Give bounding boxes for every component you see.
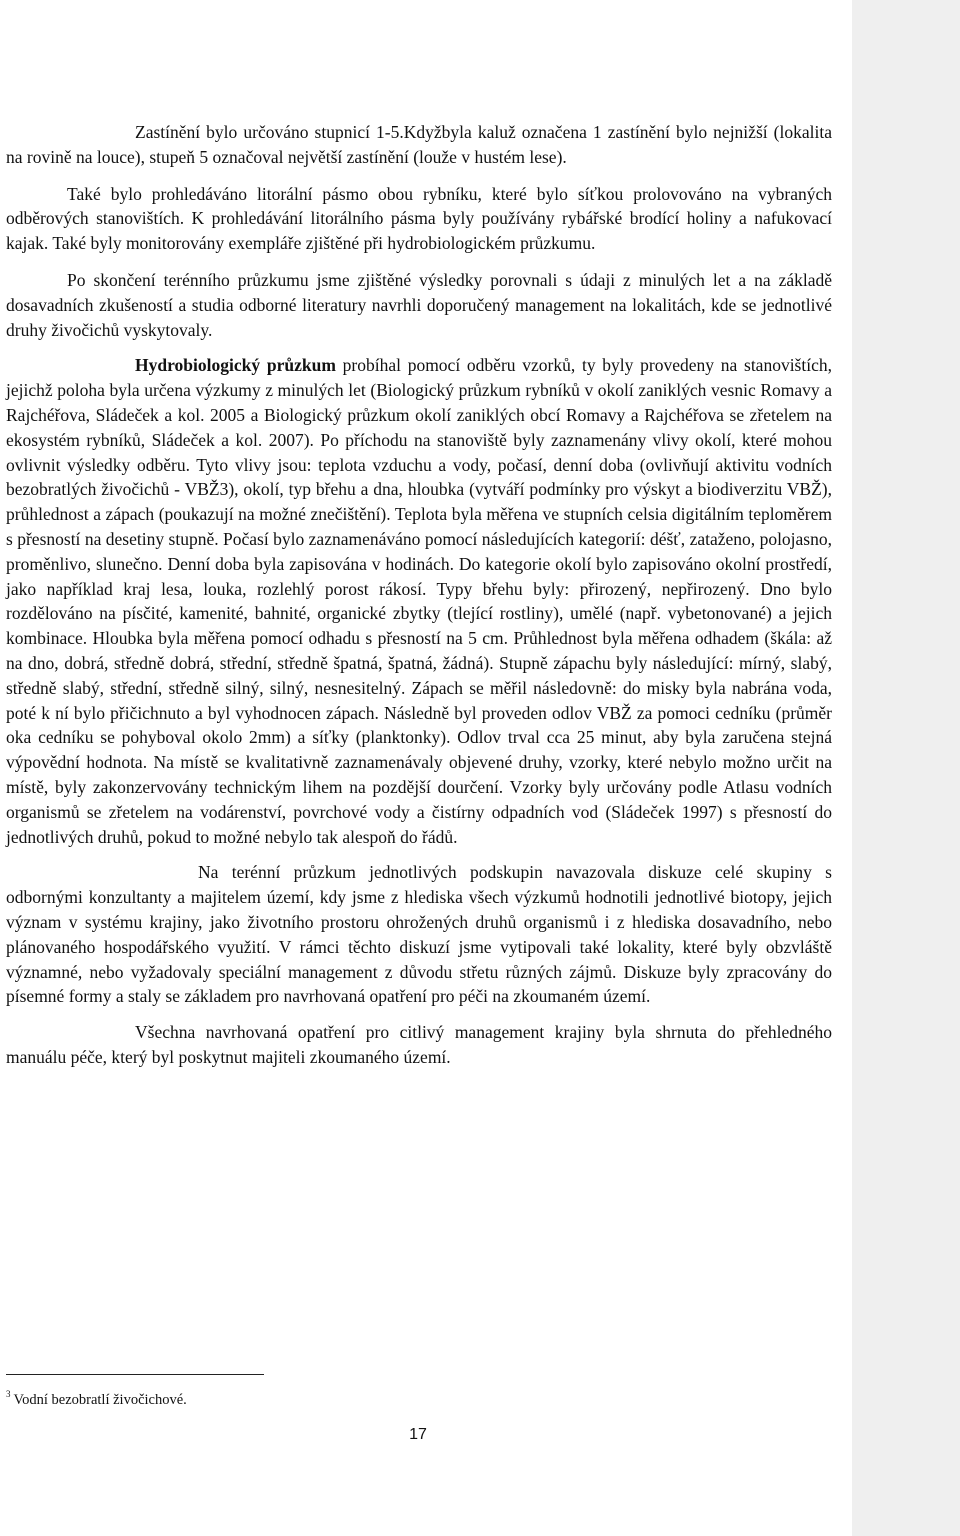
footnote-text: Vodní bezobratlí živočichové.	[13, 1392, 187, 1408]
paragraph-results-comparison: Po skončení terénního průzkumu jsme zjištěné výsledky porovnali s údaji z minulých let a na základě dosavadních zkušeností a studia odborné literatury navrhli doporučený management na lokalitách, kde se jednotlivé druhy živočichů vyskytovaly.	[6, 269, 832, 340]
footnote	[6, 1384, 187, 1410]
footnote-marker: 3	[6, 1389, 11, 1399]
paragraph-bold-lead: Hydrobiologický průzkum	[135, 355, 336, 376]
footnote-separator	[6, 1374, 264, 1375]
paragraph-shading: Zastínění bylo určováno stupnicí 1-5.Kdyžbyla kaluž označena 1 zastínění bylo nejnižší (lokalita na rovině na louce), stupeň 5 označoval největší zastínění (louže v hustém lese).	[6, 122, 832, 167]
page-side-margin	[852, 0, 960, 1536]
paragraph-littoral-zone: Také bylo prohledáváno litorální pásmo obou rybníku, které bylo síťkou prolovováno na vybraných odběrových stanovištích. K prohledávání litorálního pásma byly používány rybářské brodící holiny a nafukovací kajak. Také byly monitorovány exempláře zjištěné při hydrobiologickém průzkumu.	[6, 183, 832, 254]
paragraph-discussion: Na terénní průzkum jednotlivých podskupin navazovala diskuze celé skupiny s odbornými konzultanty a majitelem území, kdy jsme z hlediska všech výzkumů hodnotili jednotlivé biotopy, jejich význam v systému krajiny, jako životního prostoru ohrožených druhů organismů i z hlediska dosavadního, nebo plánovaného hospodářského využití. V rámci těchto diskuzí jsme vytipovali také lokality, které byly obzvláště významné, nebo vyžadovaly speciální management z důvodu střetu různých zájmů. Diskuze byly zpracovány do písemné formy a staly se základem pro navrhovaná opatření pro péči na zkoumaném území.	[6, 862, 832, 1007]
document-page	[6, 120, 832, 1070]
paragraph-management-manual: Všechna navrhovaná opatření pro citlivý management krajiny byla shrnuta do přehledného manuálu péče, který byl poskytnut majiteli zkoumaného území.	[6, 1022, 832, 1067]
paragraph-hydrobiological-survey	[6, 353, 832, 849]
page-number: 17	[409, 1426, 427, 1443]
paragraph-body: probíhal pomocí odběru vzorků, ty byly provedeny na stanovištích, jejichž poloha byla určena výzkumy z minulých let (Biologický průzkum rybníků v okolí zaniklých vesnic Romavy a Rajchéřova, Sládeček a kol. 2005 a Biologický průzkum okolí zaniklých obcí Romavy a Rajchéřova se zřetelem na ekosystém rybníků, Sládeček a kol. 2007). Po příchodu na stanoviště byly zaznamenány vlivy okolí, které mohou ovlivnit výsledky odběru. Tyto vlivy jsou: teplota vzduchu a vody, počasí, denní doba (ovlivňují aktivitu vodních bezobratlých živočichů - VBŽ3), okolí, typ břehu a dna, hloubka (vytváří podmínky pro výskyt a biodiverzitu VBŽ), průhlednost a zápach (poukazují na možné znečištění). Teplota byla měřena ve stupních celsia digitálním teploměrem s přesností na desetiny stupně. Počasí bylo zaznamenáváno pomocí následujících kategorií: déšť, zataženo, polojasno, proměnlivo, slunečno. Denní doba byla zapisována v hodinách. Do kategorie okolí bylo zapisováno okolní prostředí, jako například kraj lesa, louka, rozlehlý porost rákosí. Typy břehu byly: přirozený, nepřirozený. Dno bylo rozdělováno na písčité, kamenité, bahnité, organické zbytky (tlející rostliny), umělé (např. vybetonované) a jejich kombinace. Hloubka byla měřena pomocí odhadu s přesností na 5 cm. Průhlednost byla měřena odhadem (škála: až na dno, dobrá, středně dobrá, střední, středně špatná, špatná, žádná). Stupně zápachu byly následující: mírný, slabý, středně slabý, střední, středně silný, silný, nesnesitelný. Zápach se měřil následovně: do misky byla nabrána voda, poté k ní bylo přičichnuto a byl vyhodnocen zápach. Následně byl proveden odlov VBŽ za pomoci cedníku (průměr oka cedníku se pohyboval okolo 2mm) a síťky (planktonky). Odlov trval cca 25 minut, aby byla zaručena stejná výpovědní hodnota. Na místě se kvalitativně zaznamenávaly objevené druhy, vzorky, které nebylo možno určit na místě, byly zakonzervovány technickým lihem na pozdější dourčení. Vzorky byly určovány podle Atlasu vodních organismů se zřetelem na vodárenství, povrchové vody a čistírny odpadních vod (Sládeček 1997) s přesností do jednotlivých druhů, pokud to možné nebylo tak alespoň do řádů.	[6, 355, 832, 847]
